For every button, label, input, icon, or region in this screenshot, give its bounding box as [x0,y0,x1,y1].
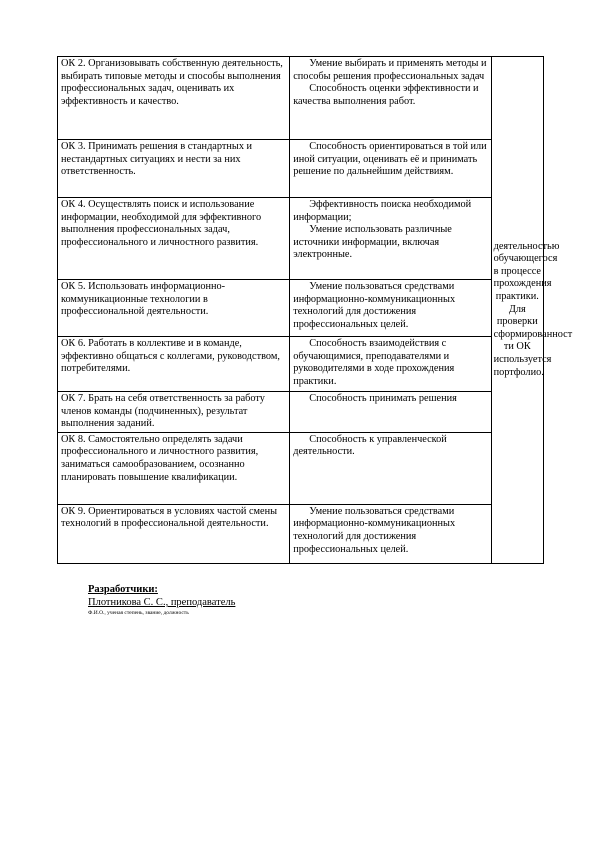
indicator-text: Умение выбирать и применять методы и способы решения профессиональных задач [293,58,487,82]
table-row [58,280,544,337]
competence-cell: ОК 7. Брать на себя ответственность за работу членов команды (подчиненных), результат выполнения заданий. [58,392,290,433]
table-row [58,392,544,433]
competence-cell: ОК 6. Работать в коллективе и в команде, эффективно общаться с коллегами, руководством, потребителями. [58,337,290,392]
indicator-text: Способность ориентироваться в той или иной ситуации, оценивать её и принимать решение по дальнейшим действиям. [293,141,487,178]
indicator-cell [290,432,491,504]
table-row [58,337,544,392]
table-row [58,57,544,140]
indicator-cell [290,140,491,198]
competence-cell: ОК 2. Организовывать собственную деятельность, выбирать типовые методы и способы выполнения профессиональных задач, оценивать их эффективность и качество. [58,57,290,140]
indicator-text: Способность оценки эффективности и качества выполнения работ. [293,83,479,107]
indicator-text: Способность к управленческой деятельности. [293,433,447,458]
competence-cell: ОК 9. Ориентироваться в условиях частой смены технологий в профессиональной деятельности. [58,504,290,563]
indicator-text: Способность взаимодействия с обучающимися, преподавателями и руководителями в ходе прохождения практики. [293,338,455,387]
indicator-text: Умение использовать различные источники информации, включая электронные. [293,224,452,261]
table-row [58,140,544,198]
developer-caption: Ф.И.О., ученая степень, звание, должность [88,610,189,616]
table-row [58,504,544,563]
competence-cell: ОК 5. Использовать информационно-коммуникационные технологии в профессиональной деятельности. [58,280,290,337]
developers-heading: Разработчики: [88,584,158,595]
indicator-text: Умение пользоваться средствами информационно-коммуникационных технологий для достижения профессиональных целей. [293,281,456,330]
competencies-table [57,56,573,564]
competence-cell: ОК 8. Самостоятельно определять задачи профессионального и личностного развития, заниматься самообразованием, осознанно планировать повышение квалификации. [58,432,290,504]
competence-cell: ОК 4. Осуществлять поиск и использование информации, необходимой для эффективного выполнения профессиональных задач, профессионального и личностного развития. [58,198,290,280]
indicator-cell [290,198,491,280]
indicator-text: Способность принимать решения [309,393,457,404]
table-row [58,198,544,280]
table-row [58,432,544,504]
competence-cell: ОК 3. Принимать решения в стандартных и нестандартных ситуациях и нести за них ответственность. [58,140,290,198]
indicator-cell [290,504,491,563]
indicator-cell [290,280,491,337]
indicator-cell [290,57,491,140]
indicator-cell [290,392,491,433]
indicator-text: Эффективность поиска необходимой информации; [293,199,472,223]
developer-name: Плотникова С. С., преподаватель [88,597,236,608]
indicator-text: Умение пользоваться средствами информационно-коммуникационных технологий для достижения профессиональных целей. [293,505,456,555]
assessment-text: деятельностью обучающегося в процессе прохождения практики. Для проверки сформированност ти ОК используется портфолио. [493,240,573,378]
indicator-cell [290,337,491,392]
developers-block [88,583,235,617]
assessment-cell [491,57,573,564]
